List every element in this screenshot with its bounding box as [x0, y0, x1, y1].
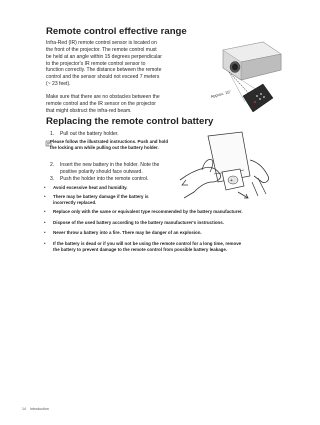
note-line: Please follow the illustrated instructions. Push and hold: [50, 139, 169, 144]
remote-control-image: [243, 84, 273, 112]
paragraph-line: be held at an angle within 15 degrees perpendicular: [46, 53, 162, 60]
warning-item: [44, 185, 284, 191]
bullet-icon: •: [44, 194, 46, 199]
warning-item: [44, 241, 284, 253]
angle-label: Approx. 15°: [210, 89, 232, 99]
step-line: Insert the new battery in the holder. Note the: [60, 162, 160, 168]
footer-section-name: Introduction: [30, 407, 49, 411]
step-push-holder: Push the holder into the remote control.: [60, 176, 149, 182]
paragraph-line: Infra-Red (IR) remote control sensor is located on: [46, 40, 157, 46]
paragraph-line: Make sure that there are no obstacles between the: [46, 94, 160, 100]
warning-line: If the battery is dead or if you will not be using the remote control for a long time, remove: [53, 240, 242, 246]
warning-item: [44, 230, 284, 236]
warning-item: [44, 209, 284, 215]
warning-line: incorrectly replaced.: [53, 200, 97, 205]
bullet-icon: •: [44, 219, 46, 225]
page-footer: [22, 407, 49, 411]
bullet-icon: •: [44, 230, 46, 235]
step-number: 3.: [50, 176, 55, 182]
page-number: 14: [22, 407, 26, 411]
warning-line: Never throw a battery into a fire. There may be danger of an explosion.: [53, 230, 202, 235]
paragraph-line: that might obstruct the infra-red beam.: [46, 107, 132, 114]
remote-range-paragraph: [46, 40, 216, 88]
section-title-remote-range: Remote control effective range: [46, 26, 187, 37]
bullet-icon: •: [44, 240, 46, 246]
warning-line: Avoid excessive heat and humidity.: [53, 185, 128, 190]
step-insert-battery: [60, 162, 170, 176]
warning-item: [44, 220, 284, 226]
projector-remote-illustration: [205, 36, 285, 118]
paragraph-line: to the projector's IR remote control sensor to: [46, 60, 146, 67]
warning-item: [44, 194, 284, 206]
paragraph-line: (~ 23 feet).: [46, 81, 71, 88]
note-line: the locking arm while pulling out the battery holder.: [50, 145, 159, 150]
note-text: [50, 139, 170, 151]
step-number: 1.: [50, 131, 55, 137]
warning-line: There may be battery damage if the battery is: [53, 194, 149, 199]
warning-line: Replace only with the same or equivalent type recommended by the battery manufacturer.: [53, 209, 243, 214]
battery-plus-sign: +: [230, 178, 233, 184]
paragraph-line: control and the sensor should not exceed 7 meters: [46, 74, 160, 81]
warning-line: the battery to prevent damage to the remote control from possible battery leakage.: [53, 246, 228, 252]
step-line: positive polarity should face outward.: [60, 168, 143, 175]
step-number: 2.: [50, 162, 55, 168]
projector-image: [223, 42, 281, 80]
step-pull-holder: Pull out the battery holder.: [60, 131, 119, 137]
warnings-list: [44, 185, 284, 253]
bullet-icon: •: [44, 209, 46, 214]
paragraph-line: remote control and the IR sensor on the projector: [46, 100, 156, 107]
bullet-icon: •: [44, 185, 46, 190]
section-title-replace-battery: Replacing the remote control battery: [46, 116, 214, 127]
obstacle-paragraph: [46, 94, 216, 115]
warning-line: Dispose of the used battery according to the battery manufacturer's instructions.: [53, 219, 224, 225]
paragraph-line: function correctly. The distance between the remote: [46, 67, 162, 74]
paragraph-line: the front of the projector. The remote control must: [46, 46, 157, 53]
